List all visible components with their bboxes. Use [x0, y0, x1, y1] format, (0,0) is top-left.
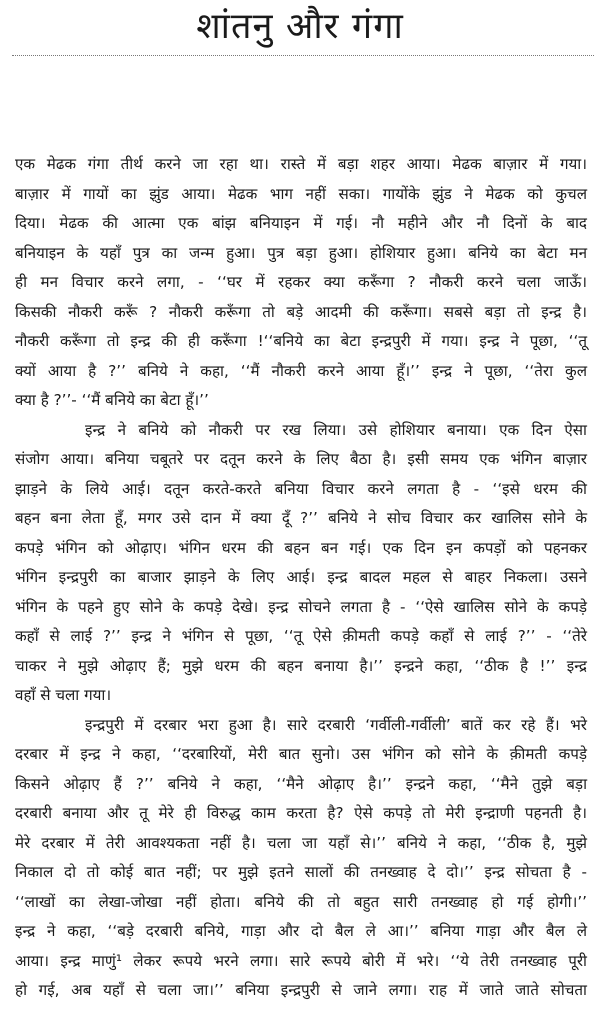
text-line: झाड़ने के लिये आई। दतून करते-करते बनिया विचार करने लगता है - ‘‘इसे धरम की	[15, 479, 587, 498]
text-line: दरबार में इन्द्र ने कहा, ‘‘दरबारियों, मेरी बात सुनो। उस भंगिन को सोने के क़ीमती कपड़े	[15, 745, 587, 763]
text-line: भंगिन के पहने हुए सोने के कपड़े देखे। इन्द्र सोचने लगता है - ‘‘ऐसे खालिस सोने के कपड़े	[15, 597, 587, 616]
page-title: शांतनु और गंगा	[196, 6, 404, 47]
text-line: इन्द्र ने कहा, ‘‘बड़े दरबारी बनिये, गाड़ा और दो बैल ले आ।’’ बनिया गाड़ा और बैल ले	[15, 922, 587, 940]
text-line: नौकरी करूँगा तो इन्द्र की ही करूँगा !‘‘बनिये का बेटा इन्द्रपुरी में गया। इन्द्र ने पूछा, ‘‘तू	[15, 332, 587, 350]
text-line: क्या है ?’’- ‘‘मैं बनिये का बेटा हूँ।’’	[15, 391, 209, 409]
text-line: आया। इन्द्र माणुं¹ लेकर रूपये भरने लगा। सारे रूपये बोरी में भरे। ‘‘ये तेरी तनख्वाह पूरी	[15, 951, 587, 970]
text-line: वहाँ से चला गया।	[15, 686, 112, 704]
title-divider	[12, 55, 594, 56]
story-body	[15, 150, 587, 1006]
text-line: एक मेढक गंगा तीर्थ करने जा रहा था। रास्ते में बड़ा शहर आया। मेढक बाज़ार में गया।	[15, 155, 587, 173]
text-line: इन्द्र ने बनिये को नौकरी पर रख लिया। उसे होशियार बनाया। एक दिन ऐसा	[85, 420, 587, 439]
text-line: चाकर ने मुझे ओढ़ाए हैं; मुझे धरम की बहन बनाया है।’’ इन्द्रने कहा, ‘‘ठीक है !’’ इन्द्र	[15, 656, 587, 675]
paragraph	[15, 711, 587, 1006]
text-line: किसने ओढ़ाए हैं ?’’ बनिये ने कहा, ‘‘मैने ओढ़ाए है।’’ इन्द्रने कहा, ‘‘मैने तुझे बड़ा	[15, 774, 587, 793]
paragraph	[15, 416, 587, 711]
text-line: बनियाइन के यहाँ पुत्र का जन्म हुआ। पुत्र बड़ा हुआ। होशियार हुआ। बनिये का बेटा मन	[15, 243, 587, 262]
paragraph	[15, 150, 587, 416]
text-line: बहन बना लेता हूँ, मगर उसे दान में क्या दूँ ?’’ बनिये ने सोच विचार कर खालिस सोने के	[15, 509, 587, 527]
text-line: दिया। मेढक की आत्मा एक बांझ बनियाइन में गई। नौ महीने और नौ दिनों के बाद	[15, 214, 587, 232]
text-line: किसकी नौकरी करूँ ? नौकरी करूँगा तो बड़े आदमी की करूँगा। सबसे बड़ा तो इन्द्र है।	[15, 302, 587, 321]
text-line: कपड़े भंगिन को ओढ़ाए। भंगिन धरम की बहन बन गई। एक दिन इन कपड़ों को पहनकर	[15, 538, 587, 557]
text-line: ‘‘लाखों का लेखा-जोखा नहीं होता। बनिये की तो बहुत सारी तनख्वाह हो गई होगी।’’	[15, 892, 587, 911]
text-line: संजोग आया। बनिया चबूतरे पर दतून करने के लिए बैठा है। इसी समय एक भंगिन बाज़ार	[15, 450, 587, 468]
text-line: मेरे दरबार में तेरी आवश्यकता नहीं है। चला जा यहाँ से।’’ बनिये ने कहा, ‘‘ठीक है, मुझे	[15, 833, 587, 852]
text-line: हो गई, अब यहाँ से चला जा।’’ बनिया इन्द्रपुरी से जाने लगा। राह में जाते जाते सोचता	[15, 981, 587, 999]
text-line: बाज़ार में गायों का झुंड आया। मेढक भाग नहीं सका। गायोंके झुंड ने मेढक को कुचल	[15, 184, 587, 203]
text-line: कहाँ से लाई ?’’ इन्द्र ने भंगिन से पूछा, ‘‘तू ऐसे क़ीमती कपड़े कहाँ से लाई ?’’ - ‘‘तेरे	[15, 627, 587, 645]
text-line: ही मन विचार करने लगा, - ‘‘घर में रहकर क्या करूँगा ? नौकरी करने चला जाऊँ।	[15, 273, 587, 291]
text-line: इन्द्रपुरी में दरबार भरा हुआ है। सारे दरबारी ‘गर्वीली-गर्वीली’ बातें कर रहे हैं। भरे	[85, 715, 587, 734]
text-line: भंगिन इन्द्रपुरी का बाजार झाड़ने के लिए आई। इन्द्र बादल महल से बाहर निकला। उसने	[15, 568, 587, 586]
text-line: क्यों आया है ?’’ बनिये ने कहा, ‘‘मैं नौकरी करने आया हूँ।’’ इन्द्र ने पूछा, ‘‘तेरा कुल	[15, 361, 587, 380]
text-line: निकाल दो तो कोई बात नहीं; पर मुझे इतने सालों की तनख्वाह दे दो।’’ इन्द्र सोचता है -	[15, 863, 587, 881]
text-line: दरबारी बनाया और तू मेरे ही विरुद्ध काम करता है? ऐसे कपड़े तो मेरी इन्द्राणी पहनती है।	[15, 804, 587, 822]
